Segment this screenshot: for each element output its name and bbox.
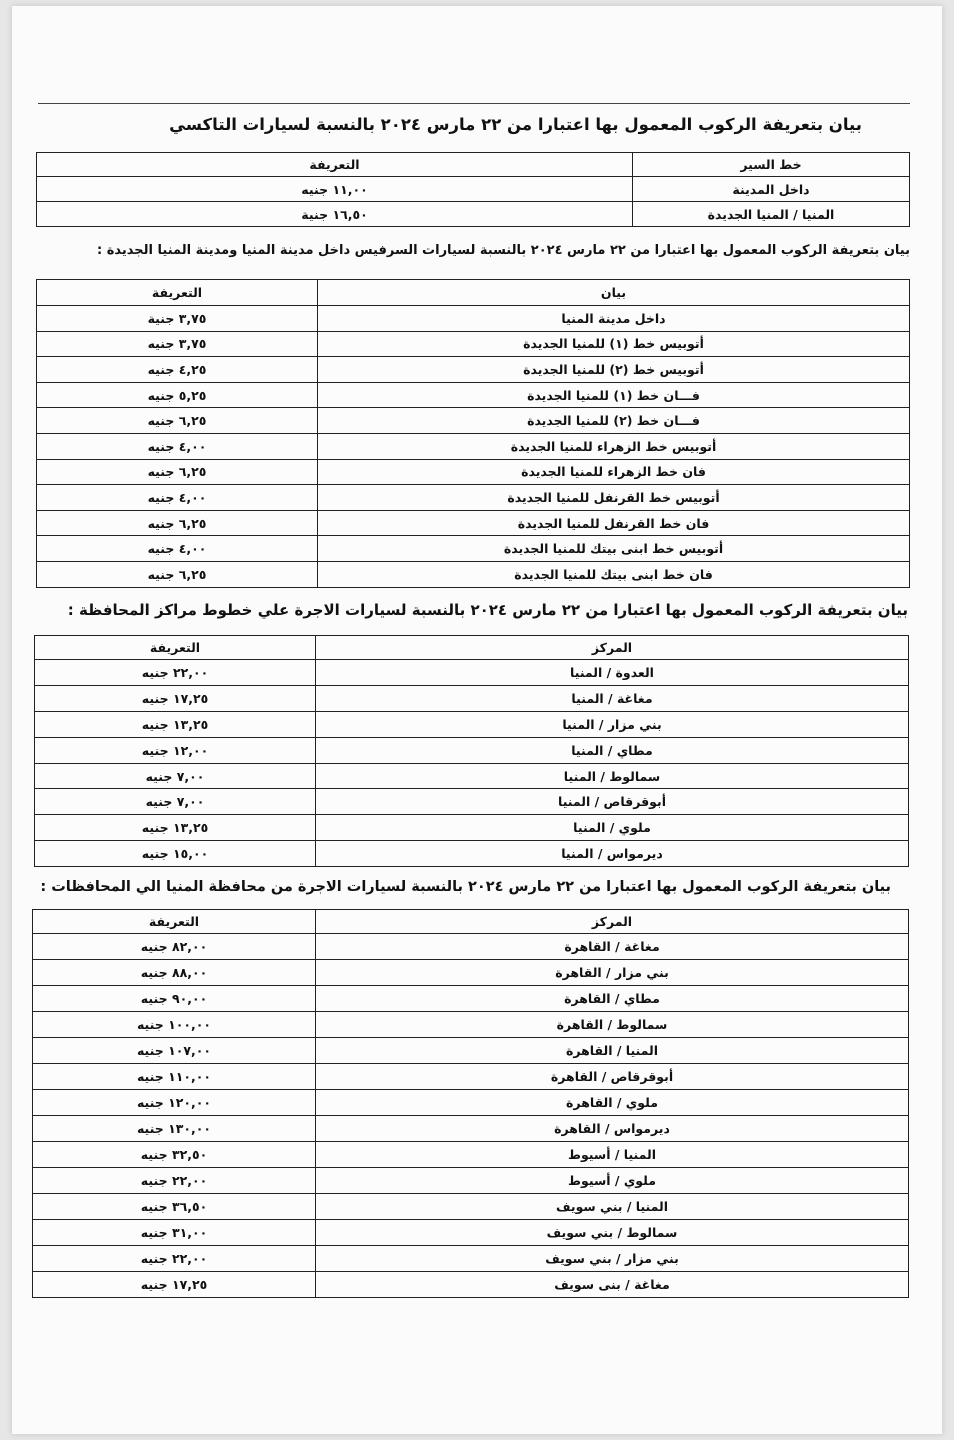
table-row <box>33 1194 909 1220</box>
table-row <box>37 408 910 434</box>
table-row <box>33 1168 909 1194</box>
table-row <box>35 660 909 686</box>
route-cell: بني مزار / بني سويف <box>316 1246 909 1272</box>
route-cell: أتوبيس خط (١) للمنيا الجديدة <box>318 331 910 357</box>
table-row <box>37 202 910 227</box>
fare-cell: ٤,٠٠ جنيه <box>37 536 318 562</box>
route-cell: مطاي / المنيا <box>316 737 909 763</box>
fare-cell: ٤,٢٥ جنيه <box>37 357 318 383</box>
route-cell: فان خط ابنى بيتك للمنيا الجديدة <box>318 561 910 587</box>
table-row <box>35 711 909 737</box>
table-row <box>37 357 910 383</box>
column-header-route: المركز <box>316 636 909 660</box>
route-cell: أتوبيس خط (٢) للمنيا الجديدة <box>318 357 910 383</box>
table-row <box>37 306 910 332</box>
table-row <box>33 1116 909 1142</box>
table-row <box>37 459 910 485</box>
fare-cell: ١٢,٠٠ جنيه <box>35 737 316 763</box>
fare-cell: ٦,٢٥ جنيه <box>37 510 318 536</box>
route-cell: أبوقرقاص / المنيا <box>316 789 909 815</box>
fare-cell: ١١٠,٠٠ جنيه <box>33 1064 316 1090</box>
table-row <box>37 382 910 408</box>
fare-cell: ٣٦,٥٠ جنيه <box>33 1194 316 1220</box>
table-row <box>35 763 909 789</box>
table-row <box>33 1220 909 1246</box>
table-row <box>33 960 909 986</box>
centers-fare-table <box>34 635 909 867</box>
section2-title: بيان بتعريفة الركوب المعمول بها اعتبارا من ٢٢ مارس ٢٠٢٤ بالنسبة لسيارات السرفيس داخل مدينة المنيا ومدينة المنيا الجديدة : <box>96 243 910 258</box>
route-cell: سمالوط / القاهرة <box>316 1012 909 1038</box>
route-cell: المنيا / بني سويف <box>316 1194 909 1220</box>
table-row <box>37 536 910 562</box>
fare-cell: ٢٢,٠٠ جنيه <box>35 660 316 686</box>
table-row <box>33 1142 909 1168</box>
route-cell: سمالوط / المنيا <box>316 763 909 789</box>
fare-cell: ١٦,٥٠ جنية <box>37 202 633 227</box>
fare-cell: ١٢٠,٠٠ جنيه <box>33 1090 316 1116</box>
route-cell: داخل مدينة المنيا <box>318 306 910 332</box>
fare-cell: ٨٢,٠٠ جنيه <box>33 934 316 960</box>
table-row <box>35 841 909 867</box>
table-row <box>33 1090 909 1116</box>
fare-cell: ٦,٢٥ جنيه <box>37 561 318 587</box>
route-cell: ملوي / المنيا <box>316 815 909 841</box>
route-cell: أتوبيس خط الزهراء للمنيا الجديدة <box>318 433 910 459</box>
table-row <box>37 331 910 357</box>
service-fare-table <box>36 279 910 588</box>
fare-cell: ٣,٧٥ جنيه <box>37 331 318 357</box>
top-divider <box>38 103 910 104</box>
column-header-fare: التعريفة <box>37 153 633 177</box>
table-row <box>33 1012 909 1038</box>
fare-cell: ٨٨,٠٠ جنيه <box>33 960 316 986</box>
table-header-row <box>33 910 909 934</box>
table-row <box>35 685 909 711</box>
route-cell: بني مزار / القاهرة <box>316 960 909 986</box>
table-row <box>33 934 909 960</box>
fare-cell: ٥,٢٥ جنيه <box>37 382 318 408</box>
table-row <box>33 1064 909 1090</box>
table-header-row <box>37 280 910 306</box>
table-row <box>33 1246 909 1272</box>
table-row <box>35 789 909 815</box>
route-cell: مغاغة / بنى سويف <box>316 1272 909 1298</box>
fare-cell: ١٧,٢٥ جنيه <box>35 685 316 711</box>
route-cell: فان خط الزهراء للمنيا الجديدة <box>318 459 910 485</box>
fare-cell: ٦,٢٥ جنيه <box>37 408 318 434</box>
route-cell: المنيا / المنيا الجديدة <box>633 202 910 227</box>
fare-cell: ١٣٠,٠٠ جنيه <box>33 1116 316 1142</box>
fare-cell: ١٣,٢٥ جنيه <box>35 815 316 841</box>
route-cell: مطاي / القاهرة <box>316 986 909 1012</box>
section1-title: بيان بتعريفة الركوب المعمول بها اعتبارا من ٢٢ مارس ٢٠٢٤ بالنسبة لسيارات التاكسي <box>169 115 862 134</box>
column-header-route: خط السير <box>633 153 910 177</box>
column-header-route: المركز <box>316 910 909 934</box>
fare-cell: ٣١,٠٠ جنيه <box>33 1220 316 1246</box>
table-row <box>35 815 909 841</box>
route-cell: فـــان خط (١) للمنيا الجديدة <box>318 382 910 408</box>
fare-cell: ١٠٠,٠٠ جنيه <box>33 1012 316 1038</box>
fare-cell: ٣٢,٥٠ جنيه <box>33 1142 316 1168</box>
table-row <box>37 485 910 511</box>
route-cell: داخل المدينة <box>633 177 910 202</box>
fare-cell: ٧,٠٠ جنيه <box>35 763 316 789</box>
table-row <box>33 1272 909 1298</box>
governorates-fare-table <box>32 909 909 1298</box>
fare-cell: ٢٢,٠٠ جنيه <box>33 1168 316 1194</box>
column-header-route: بيان <box>318 280 910 306</box>
section4-title: بيان بتعريفة الركوب المعمول بها اعتبارا من ٢٢ مارس ٢٠٢٤ بالنسبة لسيارات الاجرة من محافظة المنيا الي المحافظات : <box>40 879 891 895</box>
route-cell: المنيا / أسيوط <box>316 1142 909 1168</box>
table-row <box>37 510 910 536</box>
table-row <box>33 986 909 1012</box>
column-header-fare: التعريفة <box>33 910 316 934</box>
fare-cell: ٢٢,٠٠ جنيه <box>33 1246 316 1272</box>
route-cell: العدوة / المنيا <box>316 660 909 686</box>
fare-cell: ٤,٠٠ جنيه <box>37 433 318 459</box>
route-cell: فان خط القرنفل للمنيا الجديدة <box>318 510 910 536</box>
fare-cell: ١٥,٠٠ جنيه <box>35 841 316 867</box>
section3-title: بيان بتعريفة الركوب المعمول بها اعتبارا من ٢٢ مارس ٢٠٢٤ بالنسبة لسيارات الاجرة علي خطوط مراكز المحافظة : <box>67 601 908 619</box>
fare-cell: ٣,٧٥ جنية <box>37 306 318 332</box>
route-cell: مغاغة / القاهرة <box>316 934 909 960</box>
fare-cell: ٩٠,٠٠ جنيه <box>33 986 316 1012</box>
fare-cell: ٧,٠٠ جنيه <box>35 789 316 815</box>
table-row <box>37 433 910 459</box>
fare-cell: ١٣,٢٥ جنيه <box>35 711 316 737</box>
route-cell: ديرمواس / القاهرة <box>316 1116 909 1142</box>
route-cell: المنيا / القاهرة <box>316 1038 909 1064</box>
route-cell: أتوبيس خط القرنفل للمنيا الجديدة <box>318 485 910 511</box>
route-cell: ديرمواس / المنيا <box>316 841 909 867</box>
route-cell: ملوي / القاهرة <box>316 1090 909 1116</box>
table-header-row <box>37 153 910 177</box>
route-cell: فـــان خط (٢) للمنيا الجديدة <box>318 408 910 434</box>
route-cell: بني مزار / المنيا <box>316 711 909 737</box>
route-cell: مغاغة / المنيا <box>316 685 909 711</box>
fare-cell: ٤,٠٠ جنيه <box>37 485 318 511</box>
column-header-fare: التعريفة <box>35 636 316 660</box>
route-cell: أتوبيس خط ابنى بيتك للمنيا الجديدة <box>318 536 910 562</box>
table-row <box>37 561 910 587</box>
table-row <box>37 177 910 202</box>
route-cell: ملوي / أسيوط <box>316 1168 909 1194</box>
table-row <box>33 1038 909 1064</box>
table-row <box>35 737 909 763</box>
fare-cell: ٦,٢٥ جنيه <box>37 459 318 485</box>
fare-cell: ١٠٧,٠٠ جنيه <box>33 1038 316 1064</box>
fare-cell: ١٧,٢٥ جنيه <box>33 1272 316 1298</box>
taxi-fare-table <box>36 152 910 227</box>
route-cell: سمالوط / بني سويف <box>316 1220 909 1246</box>
fare-cell: ١١,٠٠ جنيه <box>37 177 633 202</box>
column-header-fare: التعريفة <box>37 280 318 306</box>
table-header-row <box>35 636 909 660</box>
route-cell: أبوقرقاص / القاهرة <box>316 1064 909 1090</box>
